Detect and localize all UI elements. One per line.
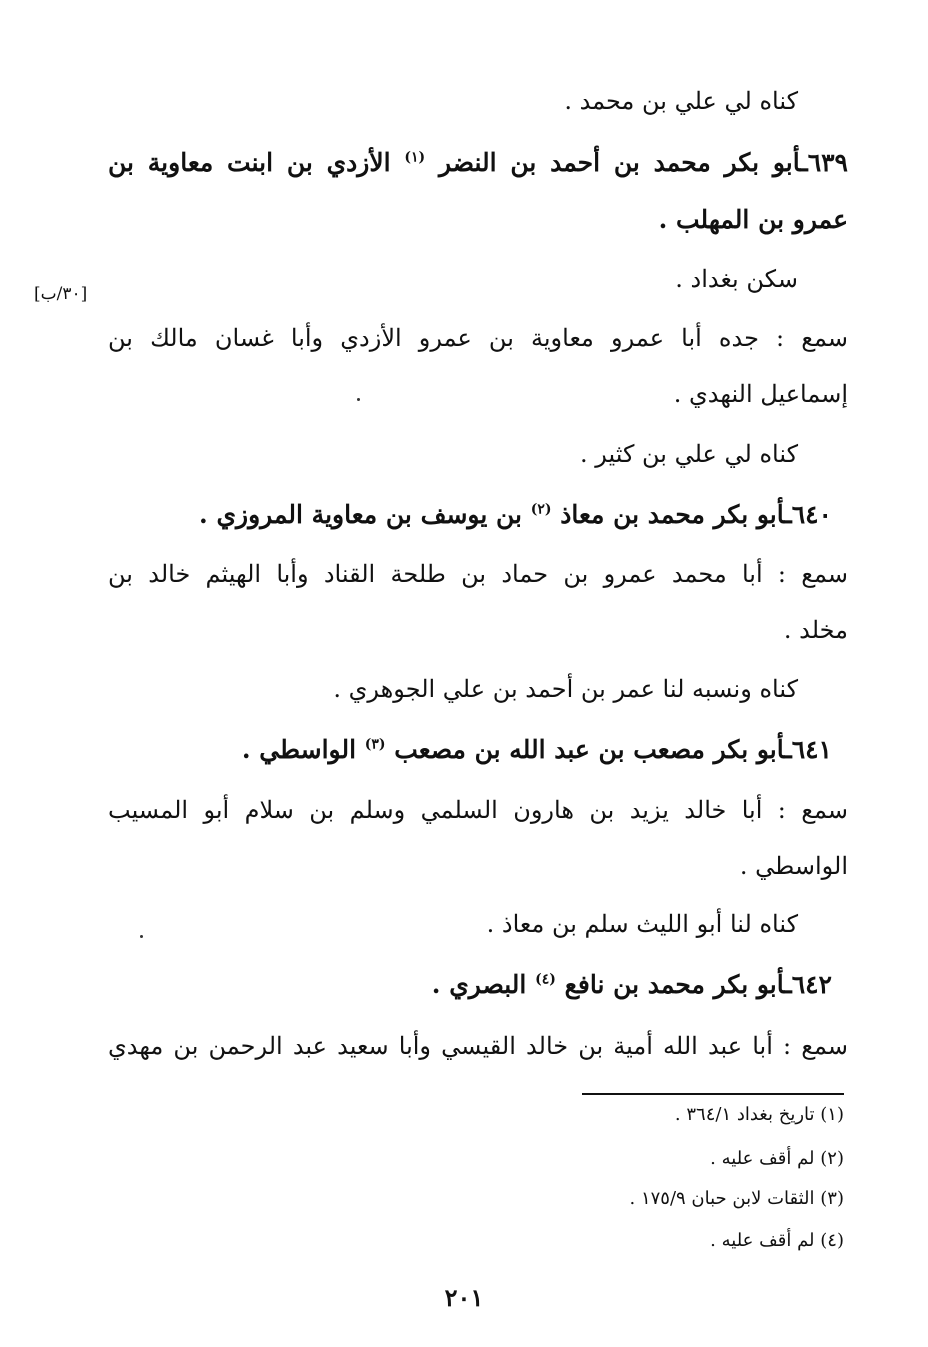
attribution-line: كناه لنا أبو الليث سلم بن معاذ . <box>486 910 798 938</box>
attribution-line: كناه لي علي بن محمد . <box>564 87 798 115</box>
entry-name-continued: الأزدي بن ابنت معاوية بن <box>108 148 391 177</box>
manuscript-folio-marker: [٣٠/ب] <box>34 284 88 304</box>
footnote-marker: (٢) <box>530 501 552 518</box>
entry-number: ٦٤٠ <box>791 500 832 529</box>
text-line <box>108 1032 848 1061</box>
entry-number: ٦٤١ <box>791 735 832 764</box>
page-number: ٢٠١ <box>444 1283 484 1312</box>
entry-name: أبو بكر محمد بن أحمد بن النضر <box>438 148 801 177</box>
footnote-marker: (١) <box>404 149 426 166</box>
entry-name-continued: البصري . <box>431 970 527 999</box>
entry-number: ٦٣٩ <box>807 148 848 177</box>
hearing-line: سمع : أبا محمد عمرو بن حماد بن طلحة القناد وأبا الهيثم خالد بن <box>108 560 848 588</box>
entry-name-continued: بن يوسف بن معاوية المروزي . <box>199 500 522 529</box>
hearing-line: سمع : أبا خالد يزيد بن هارون السلمي وسلم بن سلام أبو المسيب <box>108 796 848 824</box>
entry-separator: ـ <box>800 148 808 177</box>
entry-heading-639 <box>108 148 848 178</box>
entry-heading-640 <box>199 500 832 530</box>
footnote-marker: (٣) <box>364 736 386 753</box>
text-line <box>580 440 798 469</box>
entry-separator: ـ <box>784 970 792 999</box>
text-line <box>674 380 848 409</box>
footnote-1: (١) تاريخ بغداد ٣٦٤/١ . <box>674 1104 844 1125</box>
residence-line: سكن بغداد . <box>675 265 798 293</box>
hearing-line-end: مخلد . <box>783 616 848 644</box>
entry-separator: ـ <box>784 735 792 764</box>
entry-name: أبو بكر مصعب بن عبد الله بن مصعب <box>394 735 785 764</box>
hearing-line-end: الواسطي . <box>739 852 848 880</box>
footnote-2: (٢) لم أقف عليه . <box>710 1148 844 1169</box>
entry-name-continued: الواسطي . <box>241 735 357 764</box>
entry-number: ٦٤٢ <box>791 970 832 999</box>
footnote-divider <box>582 1093 844 1095</box>
attribution-line: كناه ونسبه لنا عمر بن أحمد بن علي الجوهري . <box>333 675 798 703</box>
entry-name-end: عمرو بن المهلب . <box>658 205 848 234</box>
ink-speck <box>140 935 143 938</box>
footnote-3: (٣) الثقات لابن حبان ١٧٥/٩ . <box>629 1188 844 1209</box>
attribution-line: كناه لي علي بن كثير . <box>579 440 798 468</box>
text-line <box>487 910 798 939</box>
hearing-line-end: إسماعيل النهدي . <box>673 380 848 408</box>
hearing-line: سمع : جده أبا عمرو معاوية بن عمرو الأزدي وأبا غسان مالك بن <box>108 324 848 352</box>
text-line <box>108 560 848 589</box>
entry-name: أبو بكر محمد بن نافع <box>564 970 785 999</box>
text-line <box>108 324 848 353</box>
text-line <box>784 616 848 645</box>
text-line <box>333 675 798 704</box>
text-line <box>564 87 798 116</box>
entry-separator: ـ <box>784 500 792 529</box>
text-line <box>108 796 848 825</box>
ink-speck <box>357 398 360 401</box>
footnote-marker: (٤) <box>535 971 556 988</box>
text-line <box>740 852 848 881</box>
entry-heading-642 <box>432 970 832 1000</box>
footnote-4: (٤) لم أقف عليه . <box>710 1230 844 1251</box>
entry-name: أبو بكر محمد بن معاذ <box>560 500 785 529</box>
entry-heading-641 <box>242 735 832 765</box>
text-line <box>675 265 798 294</box>
hearing-line: سمع : أبا عبد الله أمية بن خالد القيسي وأبا سعيد عبد الرحمن بن مهدي <box>108 1032 848 1060</box>
text-line <box>659 205 848 235</box>
